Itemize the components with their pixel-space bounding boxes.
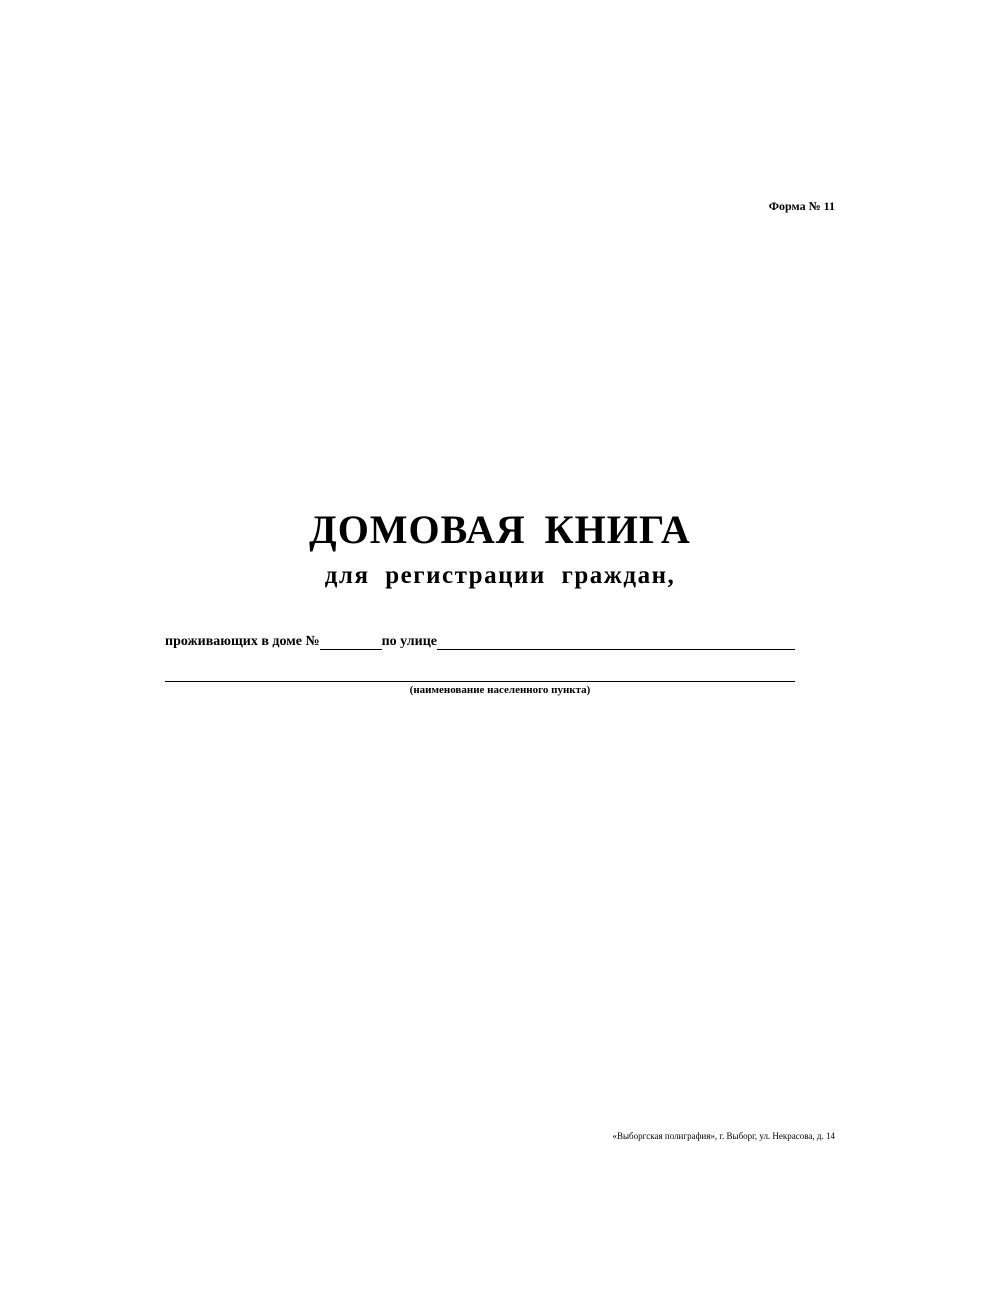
house-number-field[interactable] bbox=[320, 635, 382, 650]
document-title: ДОМОВАЯ КНИГА bbox=[309, 507, 691, 552]
street-name-field[interactable] bbox=[437, 635, 795, 650]
street-label: по улице bbox=[381, 634, 437, 649]
residing-label: проживающих в доме № bbox=[165, 634, 320, 649]
document-subtitle: для регистрации граждан, bbox=[324, 562, 676, 589]
form-number: Форма № 11 bbox=[768, 199, 835, 213]
printer-imprint: «Выборгская полиграфия», г. Выборг, ул. Некрасова, д. 14 bbox=[612, 1131, 835, 1141]
locality-field[interactable] bbox=[165, 681, 795, 682]
address-line bbox=[165, 632, 795, 650]
locality-caption: (наименование населенного пункта) bbox=[409, 684, 591, 696]
